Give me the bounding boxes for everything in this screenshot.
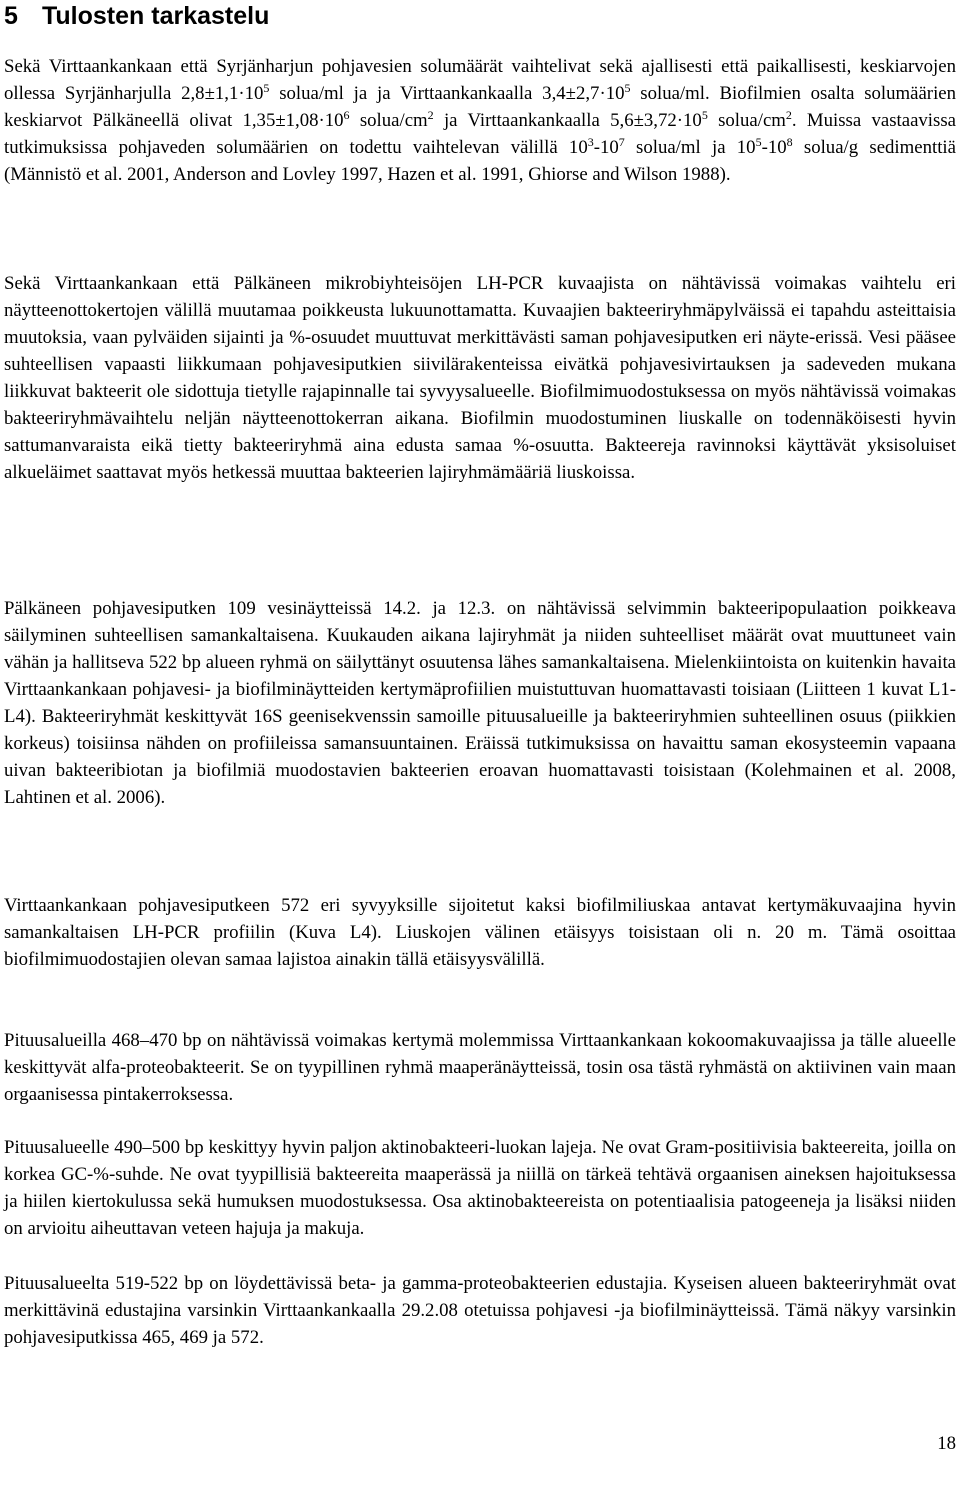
paragraph-beta-gamma-proteobacteria: Pituusalueelta 519-522 bp on löydettävissä beta- ja gamma-proteobakteerien edustajia. Kyseisen alueen bakteeriryhmät ovat merkittävinä edustajina varsinkin Virttaankankaalla 29.2.08 otetuissa pohjavesi -ja biofilminäytteissä. Tämä näkyy varsinkin pohjavesiputkissa 465, 469 ja 572. <box>4 1273 956 1348</box>
paragraph-actinobacteria: Pituusalueelle 490–500 bp keskittyy hyvin paljon aktinobakteeri-luokan lajeja. Ne ovat Gram-positiivisia bakteereita, joilla on korkea GC-%-suhde. Ne ovat tyypillisiä bakteereita maaperässä ja niillä on tärkeä tehtävä orgaanisen aineksen hajoituksessa ja hiilen kiertokulussa sekä humuksen muodostuksessa. Osa aktinobakteereista on potentiaalisia patogeeneja ja lisäksi niiden on arvioitu aiheuttavan veteen hajuja ja makuja. <box>4 1137 956 1239</box>
text-run: solua/g sedimenttiä (Männistö et al. 2001, Anderson and Lovley 1997, Hazen et al. 1991, Ghiorse and Wilson 1988). <box>4 137 956 185</box>
section-number: 5 <box>4 2 18 30</box>
exponent: 5 <box>624 81 631 95</box>
text-run: . Muissa vastaavissa tutkimuksissa pohjaveden solumäärien on todettu vaihtelevan välillä 10 <box>4 110 956 158</box>
text-run: Sekä Virttaankankaan että Syrjänharjun pohjavesien solumäärät vaihtelivat sekä ajallisesti että paikallisesti, keskiarvojen ollessa Syrjänharjulla 2,8±1,1·10 <box>4 56 956 104</box>
exponent: 3 <box>587 135 594 149</box>
section-heading <box>4 0 269 32</box>
exponent: 2 <box>427 108 434 122</box>
exponent: 2 <box>785 108 792 122</box>
exponent: 6 <box>343 108 350 122</box>
text-run: solua/ml ja ja Virttaankankaalla 3,4±2,7·10 <box>269 83 625 104</box>
text-run: solua/ml ja 10 <box>624 137 756 158</box>
exponent: 7 <box>618 135 625 149</box>
paragraph-palkane-populations: Pälkäneen pohjavesiputken 109 vesinäytteissä 14.2. ja 12.3. on nähtävissä selvimmin bakteeripopulaation poikkeava säilyminen suhteellisen samankaltaisena. Kuukauden aikana lajiryhmät ja niiden suhteelliset määrät ovat muuttuneet vain vähän ja hallitseva 522 bp alueen ryhmä on säilyttänyt osuutensa lähes samankaltaisena. Mielenkiintoista on kuitenkin havaita Virttaankankaan pohjavesi- ja biofilminäytteiden kertymäprofiilien muistuttuvan huomattavasti toisiaan (Liitteen 1 kuvat L1-L4). Bakteeriryhmät keskittyvät 16S geenisekvenssin samoille pituusalueille ja bakteeriryhmien suhteellinen osuus (piikkien korkeus) toisiinsa nähden on profiileissa samansuuntainen. Eräissä tutkimuksissa on havaittu saman ekosysteemin vapaana uivan bakteeribiotan ja biofilmiä muodostavien bakteerien eroavan huomattavasti toisistaan (Kolehmainen et al. 2008, Lahtinen et al. 2006). <box>4 598 956 808</box>
text-run: -10 <box>593 137 619 158</box>
exponent: 5 <box>701 108 708 122</box>
text-run: solua/cm <box>349 110 428 131</box>
text-run: ja Virttaankankaalla 5,6±3,72·10 <box>433 110 702 131</box>
text-run: -10 <box>761 137 787 158</box>
paragraph-alpha-proteobacteria: Pituusalueilla 468–470 bp on nähtävissä voimakas kertymä molemmissa Virttaankankaan kokoomakuvaajissa ja tälle alueelle keskittyvät alfa-proteobakteerit. Se on tyypillinen ryhmä maaperänäytteissä, tosin osa tästä ryhmästä on aktiivinen vain maan orgaanisessa pintakerroksessa. <box>4 1030 956 1105</box>
paragraph-cell-counts <box>4 53 956 188</box>
exponent: 5 <box>263 81 270 95</box>
exponent: 8 <box>786 135 793 149</box>
section-title: Tulosten tarkastelu <box>42 2 270 30</box>
paragraph-lh-pcr-variation: Sekä Virttaankankaan että Pälkäneen mikrobiyhteisöjen LH-PCR kuvaajista on nähtävissä voimakas vaihtelu eri näytteenottokertojen välillä muutamaa poikkeusta lukuunottamatta. Kuvaajien bakteeriryhmäpylväissä ei tapahdu asteittaisia muutoksia, vaan pylväiden sijainti ja %-osuudet muuttuvat merkittävästi saman pohjavesiputken eri näyte-erissä. Vesi pääsee suhteellisen vapaasti liikkumaan pohjavesiputkien siivilärakenteissa eivätkä pohjavesivirtauksen ja sadeveden mukana liikkuvat bakteerit ole sidottuja tietylle rajapinnalle tai syvyysalueelle. Biofilmimuodostuksessa on myös nähtävissä voimakas bakteeriryhmävaihtelu neljän näytteenottokerran aikana. Biofilmin muodostuminen liuskalle on todennäköisesti hyvin sattumanvaraista eikä tietty bakteeriryhmä aina edusta samaa %-osuutta. Bakteereja ravinnoksi käyttävät yksisoluiset alkueläimet saattavat myös hetkessä muuttaa bakteerien lajiryhmämääriä liuskoissa. <box>4 273 956 483</box>
text-run: solua/ml. Biofilmien osalta solumäärien keskiarvot Pälkäneellä olivat 1,35±1,08·10 <box>4 83 957 131</box>
text-run: solua/cm <box>707 110 786 131</box>
page-number: 18 <box>937 1433 956 1454</box>
paragraph-biofilm-strips: Virttaankankaan pohjavesiputkeen 572 eri syvyyksille sijoitetut kaksi biofilmiliuskaa antavat kertymäkuvaajina hyvin samankaltaisen LH-PCR profiilin (Kuva L4). Liuskojen välinen etäisyys toisistaan oli n. 20 m. Tämä osoittaa biofilmimuodostajien olevan samaa lajistoa ainakin tällä etäisyysvälillä. <box>4 895 956 970</box>
exponent: 5 <box>755 135 762 149</box>
